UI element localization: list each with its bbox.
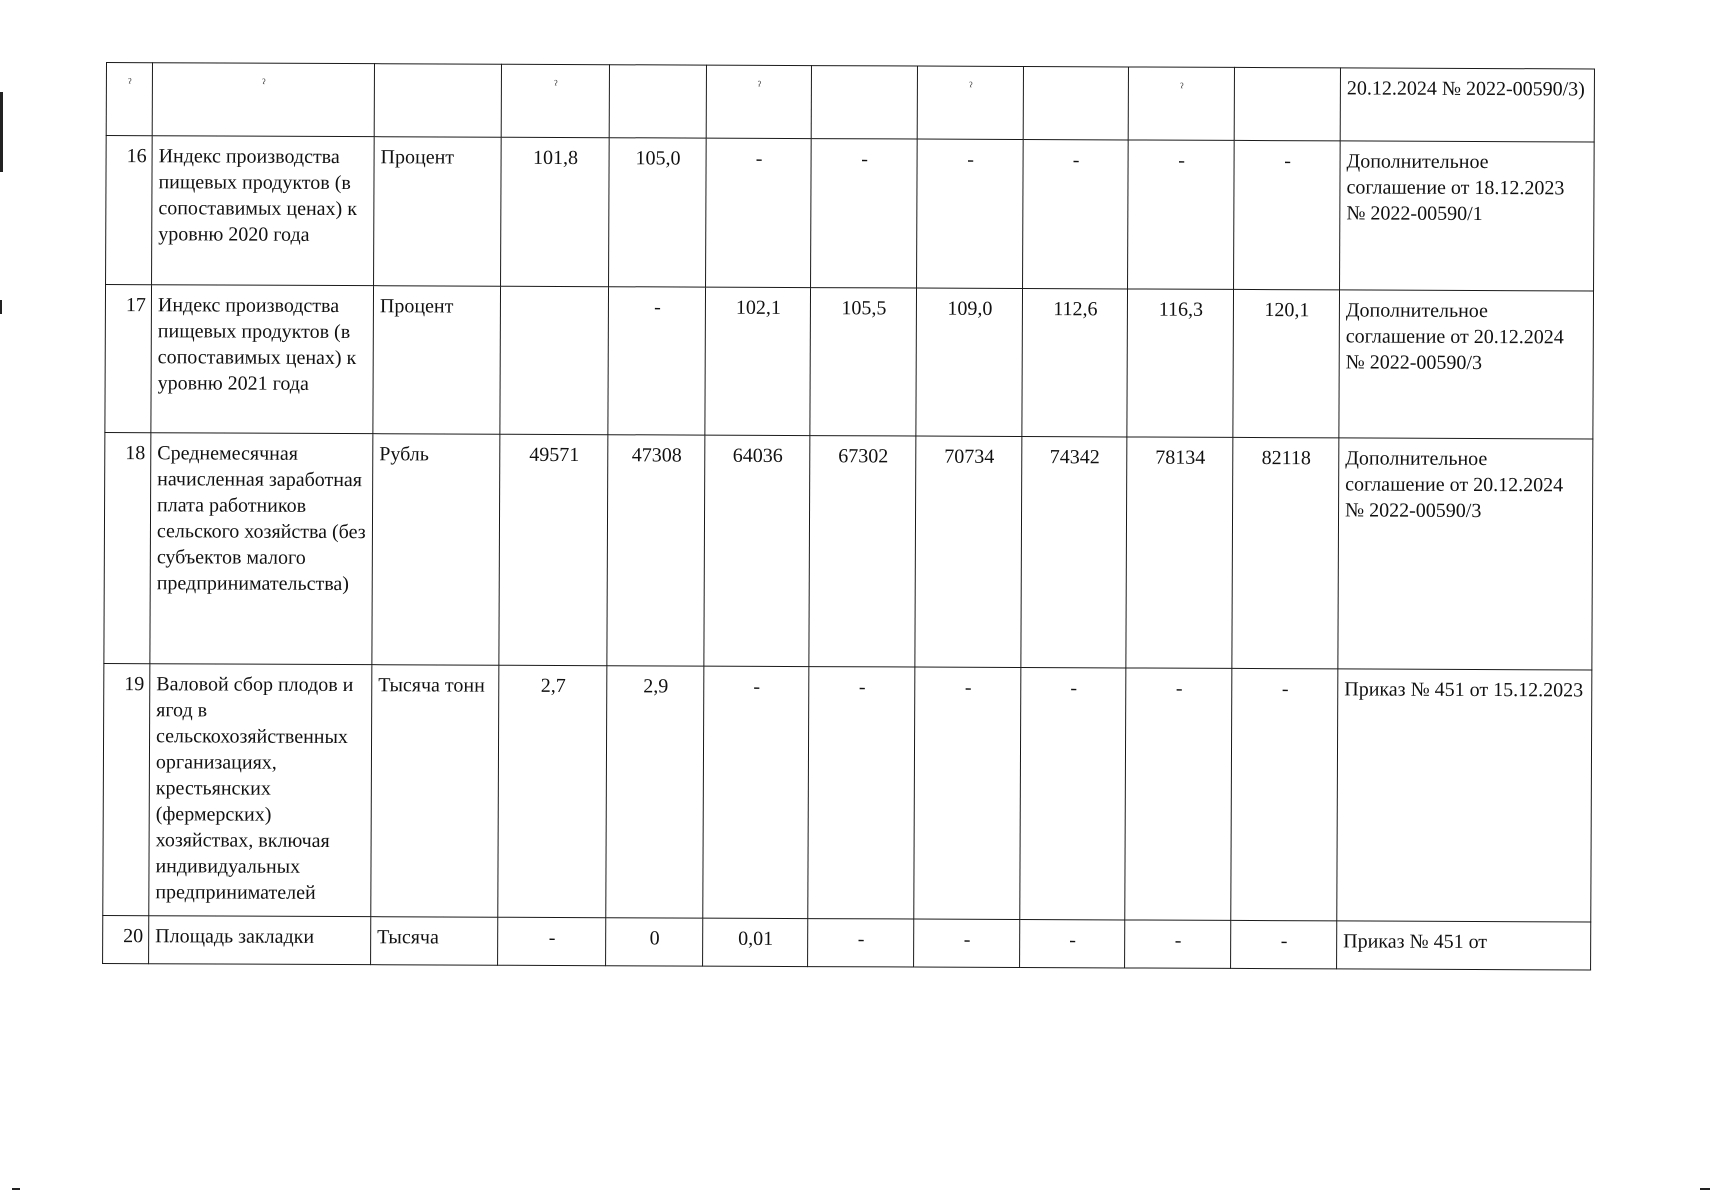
row-index: 19 (103, 663, 150, 915)
indicator-name: Валовой сбор плодов и ягод в сельскохозяйственных организациях, крестьянских (фермерских) хозяйствах, включая индивидуальных предпринимателей (149, 664, 372, 917)
value-cell: 105,5 (810, 288, 917, 436)
value-cell: - (914, 919, 1020, 967)
indicator-name: Площадь закладки (149, 916, 371, 965)
table-cell (706, 65, 811, 138)
table-cell (1234, 67, 1340, 140)
value-cell: 105,0 (609, 138, 707, 287)
table-cell (1128, 67, 1234, 140)
value-cell: 109,0 (916, 288, 1023, 436)
unit-cell: Процент (373, 286, 501, 435)
table-row (105, 285, 1594, 439)
indicator-name: Среднемесячная начисленная заработная плата работников сельского хозяйства (без субъектов малого предпринимательства) (150, 433, 373, 665)
value-cell: 0,01 (703, 918, 808, 966)
table-cell (609, 65, 706, 138)
document-ref-cell: Дополнительное соглашение от 20.12.2024 № 2022-00590/3 (1339, 290, 1594, 439)
table-row (103, 915, 1591, 969)
value-cell: - (1231, 920, 1337, 968)
table-row (104, 432, 1593, 669)
table-cell (501, 64, 609, 137)
value-cell: - (1125, 668, 1232, 920)
scan-tick-mark: ˀ (554, 76, 558, 92)
value-cell: - (808, 919, 914, 967)
value-cell: - (914, 667, 1021, 919)
value-cell: - (498, 917, 606, 965)
value-cell: 102,1 (705, 287, 811, 435)
value-cell: 116,3 (1127, 289, 1234, 437)
table-cell (811, 66, 917, 139)
scan-edge-mark (0, 92, 3, 172)
scan-tick-mark: ˀ (128, 75, 132, 91)
value-cell: - (811, 139, 918, 288)
value-cell: 112,6 (1022, 289, 1128, 437)
value-cell: 49571 (499, 434, 608, 665)
value-cell: - (808, 667, 915, 919)
value-cell: 64036 (704, 435, 810, 666)
value-cell: - (1020, 667, 1126, 919)
scan-tick-mark: ˀ (262, 75, 266, 91)
table-row (106, 136, 1595, 291)
value-cell: 120,1 (1233, 289, 1340, 437)
value-cell: 70734 (915, 436, 1022, 667)
value-cell: - (703, 666, 809, 918)
value-cell: - (706, 138, 812, 287)
scan-tick-mark: ˀ (969, 78, 973, 94)
value-cell: 74342 (1021, 436, 1127, 667)
value-cell: 2,7 (498, 665, 607, 917)
indicators-table (102, 62, 1595, 970)
indicator-name: Индекс производства пищевых продуктов (в сопоставимых ценах) к уровню 2020 года (152, 136, 375, 286)
value-cell: 47308 (607, 435, 705, 666)
value-cell: - (608, 287, 706, 435)
value-cell: - (1234, 140, 1341, 289)
scan-edge-mark (0, 300, 2, 314)
document-ref-cell: Приказ № 451 от 15.12.2023 (1337, 669, 1592, 922)
value-cell: 78134 (1126, 437, 1233, 668)
scan-tick-mark: ˀ (1180, 79, 1184, 95)
value-cell: 2,9 (606, 666, 704, 918)
row-index: 16 (106, 136, 153, 285)
table-cell (917, 66, 1023, 139)
value-cell: 0 (606, 918, 703, 966)
table-cell (106, 63, 152, 136)
value-cell: - (1023, 140, 1129, 289)
value-cell: - (1125, 920, 1231, 968)
scan-tick-mark: ˀ (757, 77, 762, 93)
value-cell: 82118 (1232, 437, 1339, 668)
table-cell (1023, 67, 1128, 140)
value-cell: - (1020, 919, 1125, 967)
row-index: 17 (105, 285, 152, 433)
unit-cell: Процент (374, 137, 502, 287)
scan-corner-mark (12, 1188, 20, 1190)
document-ref-cell: Приказ № 451 от (1337, 921, 1591, 970)
value-cell: 101,8 (501, 137, 610, 286)
document-ref-cell: 20.12.2024 № 2022-00590/3) (1340, 68, 1594, 142)
unit-cell: Тысяча (371, 917, 498, 966)
value-cell (500, 286, 609, 434)
table-cell (152, 63, 374, 137)
table-row-continuation (106, 63, 1594, 142)
document-ref-cell: Дополнительное соглашение от 20.12.2024 № 2022-00590/3 (1338, 438, 1593, 670)
indicator-name: Индекс производства пищевых продуктов (в сопоставимых ценах) к уровню 2021 года (151, 285, 374, 434)
document-ref-cell: Дополнительное соглашение от 18.12.2023 № 2022-00590/1 (1340, 141, 1595, 291)
value-cell: - (1128, 140, 1235, 289)
value-cell: - (917, 139, 1024, 288)
scan-corner-mark (1700, 1188, 1710, 1190)
table-row (103, 663, 1592, 921)
row-index: 20 (103, 915, 149, 963)
unit-cell: Рубль (372, 434, 500, 666)
value-cell: 67302 (809, 436, 916, 667)
row-index: 18 (104, 432, 151, 663)
value-cell: - (1231, 668, 1338, 920)
unit-cell: Тысяча тонн (371, 665, 499, 918)
table-cell (374, 64, 501, 138)
